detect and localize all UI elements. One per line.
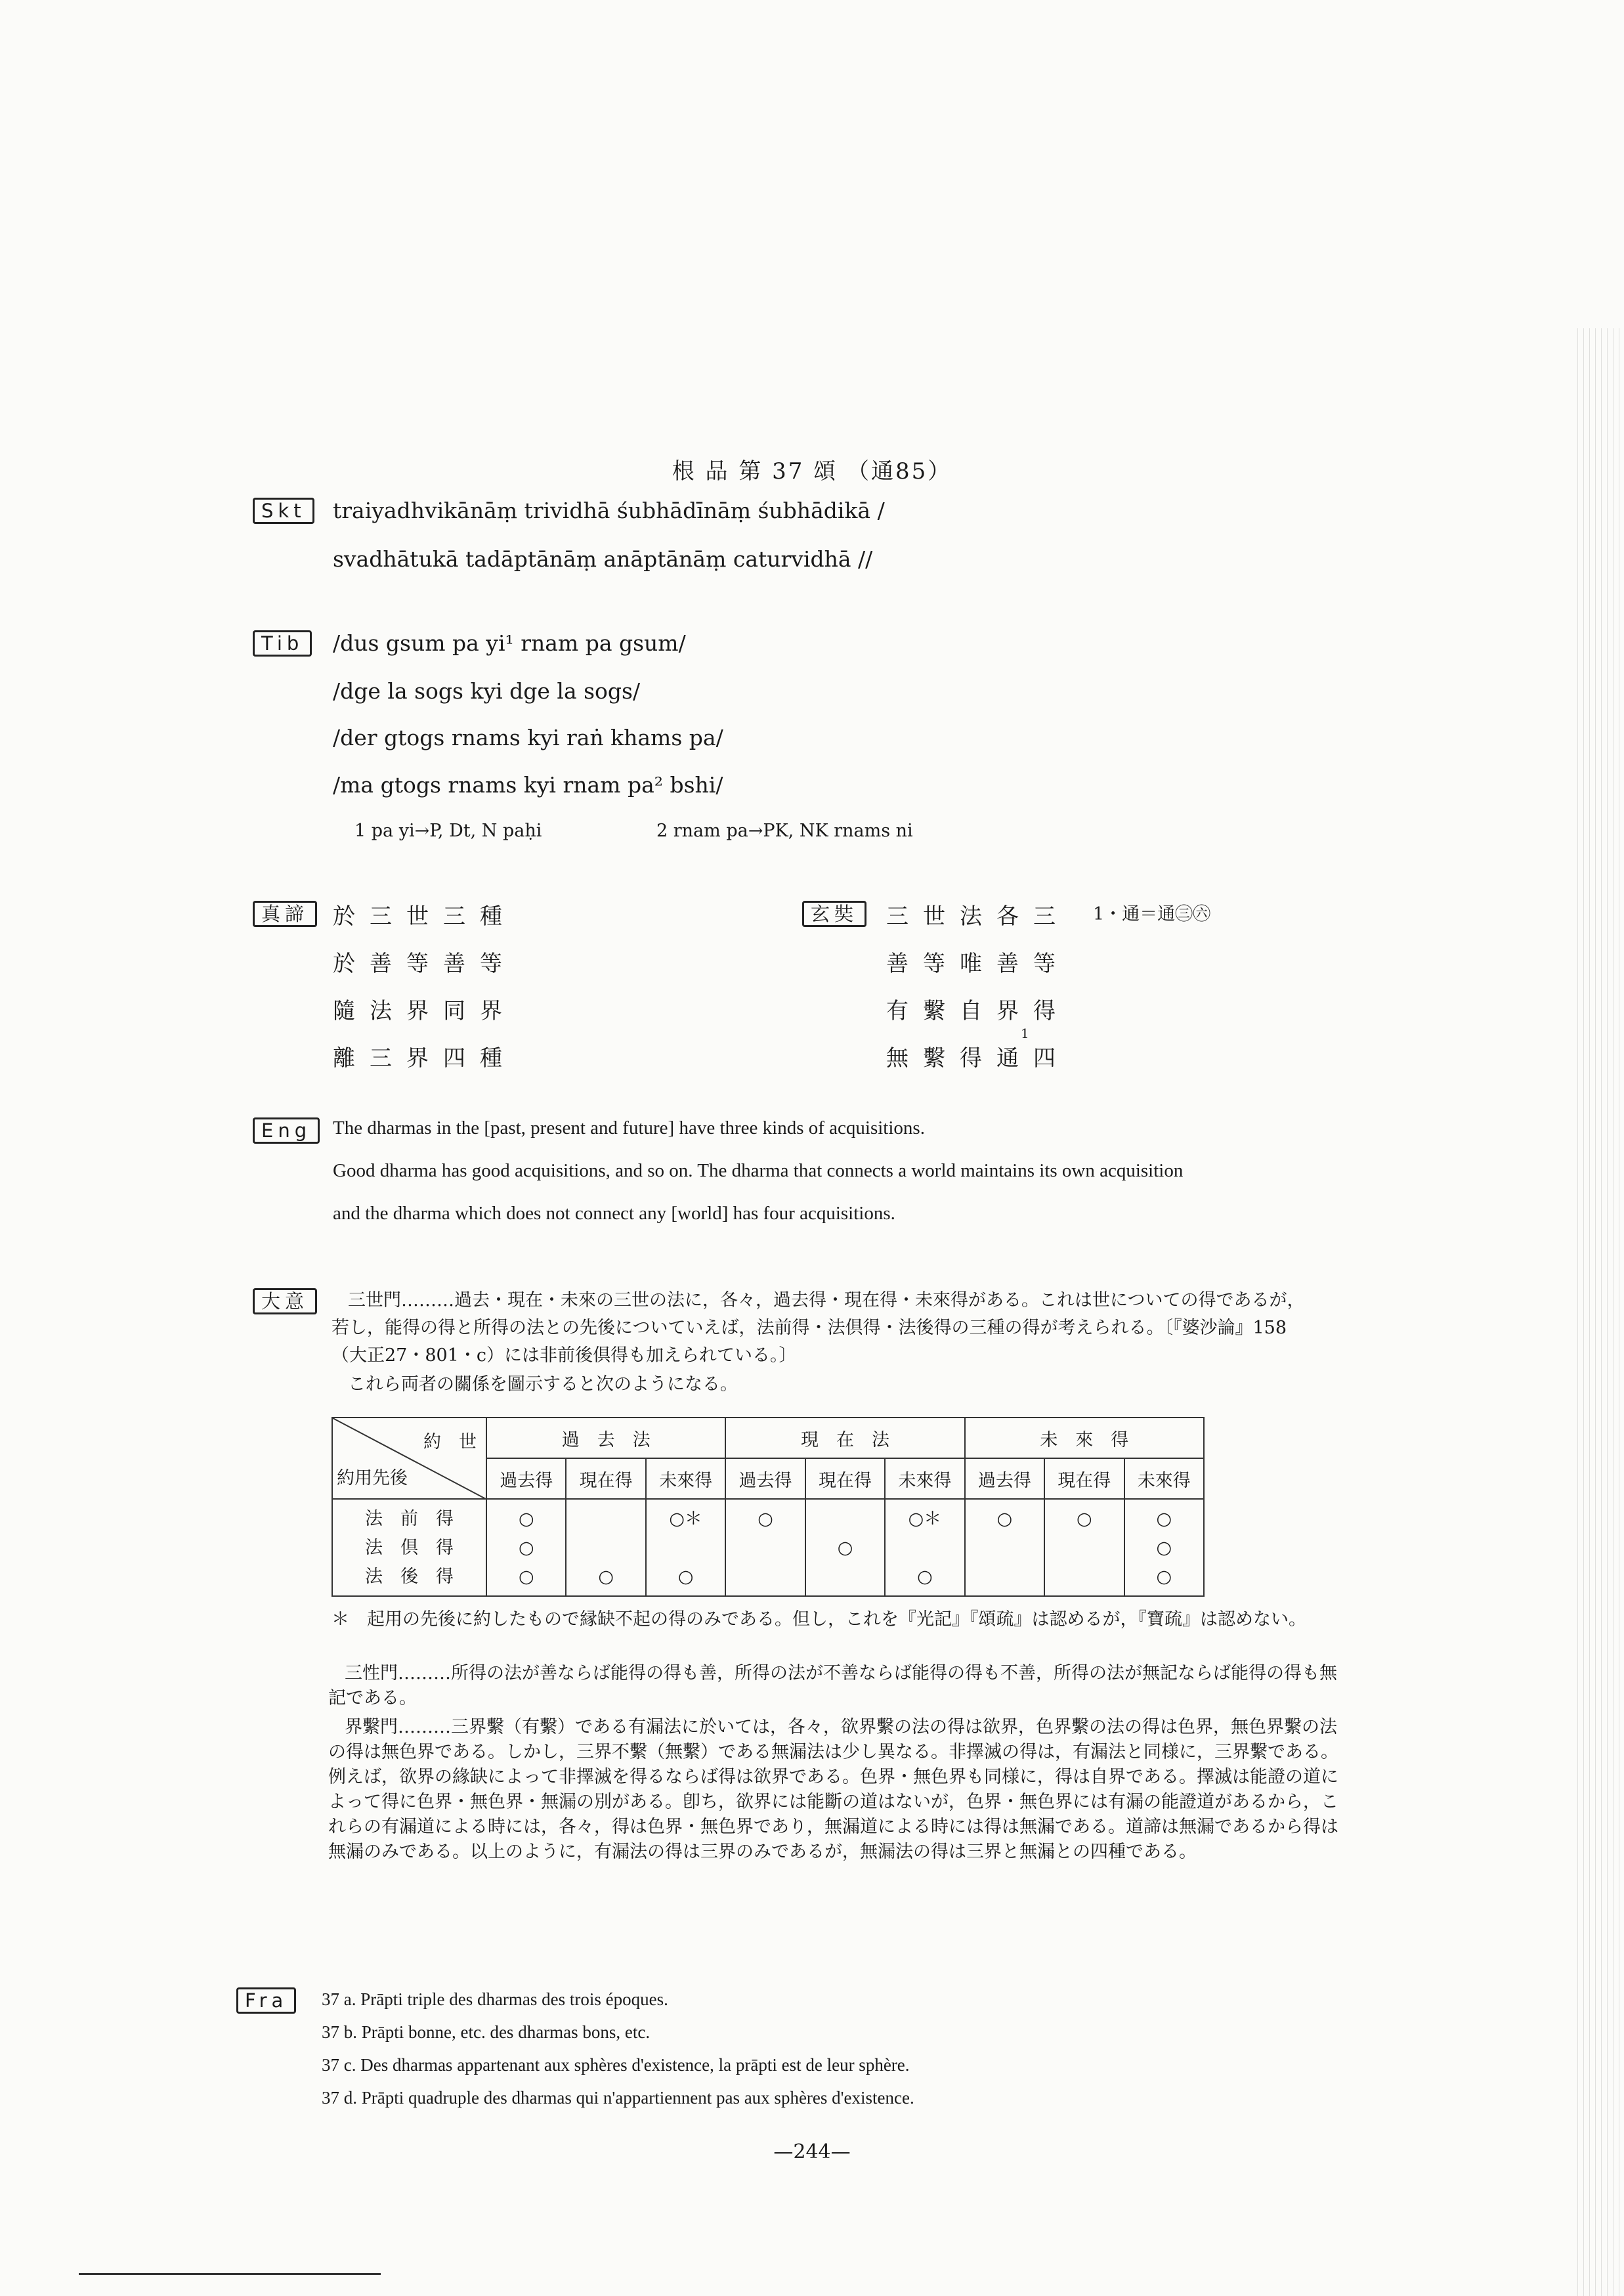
tib-line-4: /ma gtogs rnams kyi rnam pa² bshi/ bbox=[333, 772, 723, 798]
fra-line-4 bbox=[322, 2088, 914, 2108]
summary-paragraph-3: 界繫門………三界繫（有繫）である有漏法に於いては，各々，欲界繫の法の得は欲界，色界繫の法の得は色界，無色界繫の法の得は無色界である。しかし，三界不繫（無繫）である無漏法は少し異なる。非擇滅の得は，有漏法と同様に，三界繫である。例えば，欲界の緣缺によって非擇滅を得るならば得は欲界である。色界・無色界も同様に，得は自界である。擇滅は能證の道によって得に色界・無色界・無漏の別がある。卽ち，欲界には能斷の道はないが，色界・無色界には有漏の能證道があるから，これらの有漏道による時には，各々，得は色界・無色界であり，無漏道による時には得は無漏である。道諦は無漏であるから得は無漏のみである。以上のように，有漏法の得は三界のみであるが，無漏法の得は三界と無漏との四種である。 bbox=[328, 1717, 1338, 1862]
table-cell-col bbox=[805, 1499, 885, 1596]
table-cell bbox=[1045, 1534, 1123, 1563]
summary-tag: 大意 bbox=[253, 1288, 317, 1314]
table-cell: ○ bbox=[598, 1567, 614, 1587]
fra-line-3 bbox=[322, 2055, 910, 2075]
paramartha-line-1: 於三世三種 bbox=[333, 903, 517, 930]
skt-tag: Skt bbox=[253, 498, 314, 524]
table-cell bbox=[566, 1534, 645, 1563]
paramartha-line-2: 於善等善等 bbox=[333, 951, 517, 977]
subheader: 未來得 bbox=[885, 1458, 964, 1499]
subheader: 現在得 bbox=[805, 1458, 885, 1499]
summary-paragraph-2: 三性門………所得の法が善ならば能得の得も善，所得の法が不善ならば能得の得も不善，所得の法が無記ならば能得の得も無記である。 bbox=[328, 1663, 1337, 1708]
table-cell bbox=[726, 1563, 804, 1592]
table-cell-col bbox=[486, 1499, 566, 1596]
eng-line-1: The dharmas in the [past, present and future] have three kinds of acquisitions. bbox=[333, 1117, 925, 1138]
table-cell bbox=[726, 1534, 804, 1563]
table-cell: ○ bbox=[996, 1509, 1013, 1529]
table-cell: ○ bbox=[518, 1509, 534, 1529]
tib-tag: Tib bbox=[253, 630, 312, 657]
skt-line-2: svadhātukā tadāptānāṃ anāptānāṃ caturvidhā // bbox=[333, 546, 873, 572]
xuanzang-line-1: 三世法各三 bbox=[886, 903, 1070, 930]
table-cell bbox=[806, 1563, 884, 1592]
corner-top-label: 約 世 bbox=[423, 1432, 477, 1452]
table-cell: ○ bbox=[1156, 1509, 1172, 1529]
fra-num: 37 d. bbox=[322, 2088, 357, 2108]
table-cell: ○ bbox=[1156, 1567, 1172, 1587]
fra-line-1 bbox=[322, 1989, 668, 2010]
xuanzang-superscript: 1 bbox=[1021, 1026, 1029, 1041]
group-header: 未 來 得 bbox=[965, 1418, 1204, 1458]
table-cell: ○ bbox=[518, 1538, 534, 1558]
table-cell bbox=[886, 1534, 964, 1563]
eng-line-2: Good dharma has good acquisitions, and so on. The dharma that connects a world maintains its own acquisition bbox=[333, 1160, 1184, 1181]
fra-text: Prāpti triple des dharmas des trois époques. bbox=[360, 1989, 668, 2009]
tib-line-3: /der gtogs rnams kyi raṅ khams pa/ bbox=[333, 725, 723, 750]
fra-num: 37 a. bbox=[322, 1989, 356, 2009]
bottom-rule bbox=[79, 2273, 381, 2275]
tib-line-1: /dus gsum pa yi¹ rnam pa gsum/ bbox=[333, 630, 686, 656]
xuanzang-line-4: 無繫得通四 bbox=[886, 1045, 1070, 1072]
subheader: 現在得 bbox=[566, 1458, 645, 1499]
corner-bottom-label: 約用先後 bbox=[337, 1468, 408, 1488]
fra-num: 37 b. bbox=[322, 2022, 357, 2042]
group-header: 過 去 法 bbox=[486, 1418, 725, 1458]
eng-line-3: and the dharma which does not connect any [world] has four acquisitions. bbox=[333, 1203, 895, 1224]
relation-table bbox=[331, 1417, 1205, 1597]
table-cell: ○＊ bbox=[669, 1509, 702, 1529]
table-cell-col bbox=[566, 1499, 645, 1596]
table-cell: ○ bbox=[758, 1509, 773, 1529]
skt-line-1: traiyadhvikānāṃ trividhā śubhādīnāṃ śubhādikā / bbox=[333, 498, 885, 523]
page-title: 根 品 第 37 頌 （通85） bbox=[672, 458, 952, 485]
table-cell: ○ bbox=[677, 1567, 694, 1587]
subheader: 現在得 bbox=[1044, 1458, 1124, 1499]
table-cell: ○ bbox=[837, 1538, 853, 1558]
fra-num: 37 c. bbox=[322, 2055, 356, 2075]
table-cell-col bbox=[965, 1499, 1044, 1596]
table-corner bbox=[332, 1418, 486, 1499]
table-cell: ○ bbox=[917, 1567, 933, 1587]
table-cell bbox=[966, 1563, 1044, 1592]
fra-text: Prāpti quadruple des dharmas qui n'appartiennent pas aux sphères d'existence. bbox=[361, 2088, 914, 2108]
table-cell-col bbox=[885, 1499, 964, 1596]
summary-line-2: 若し，能得の得と所得の法との先後についていえば，法前得・法倶得・法後得の三種の得が考えられる。〔『婆沙論』158 bbox=[331, 1318, 1287, 1338]
table-cell: ○ bbox=[518, 1567, 534, 1587]
table-cell: ○ bbox=[1156, 1538, 1172, 1558]
subheader: 過去得 bbox=[486, 1458, 566, 1499]
table-cell bbox=[566, 1505, 645, 1534]
row-label: 法 前 得 bbox=[365, 1509, 454, 1529]
table-note: ＊ 起用の先後に約したもので縁缺不起の得のみである。但し，これを『光記』『頌疏』は認めるが，『寶疏』は認めない。 bbox=[331, 1609, 1306, 1630]
subheader: 過去得 bbox=[725, 1458, 805, 1499]
xuanzang-line-3: 有繫自界得 bbox=[886, 998, 1070, 1024]
fra-line-2 bbox=[322, 2022, 650, 2043]
subheader: 未來得 bbox=[1124, 1458, 1205, 1499]
table-cell bbox=[966, 1534, 1044, 1563]
page-number: —244— bbox=[773, 2140, 851, 2163]
scan-edge-shadow bbox=[1575, 328, 1624, 2296]
table-cell-col bbox=[1124, 1499, 1205, 1596]
tib-line-2: /dge la sogs kyi dge la sogs/ bbox=[333, 678, 641, 704]
table-cell bbox=[1045, 1563, 1123, 1592]
xuanzang-tag: 玄奘 bbox=[802, 901, 866, 927]
summary-line-3: （大正27・801・c）には非前後倶得も加えられている。〕 bbox=[331, 1345, 797, 1366]
paramartha-line-4: 離三界四種 bbox=[333, 1045, 517, 1072]
group-header: 現 在 法 bbox=[725, 1418, 964, 1458]
subheader: 未來得 bbox=[646, 1458, 725, 1499]
table-cell-col bbox=[725, 1499, 805, 1596]
summary-line-1: 三世門………過去・現在・未來の三世の法に，各々，過去得・現在得・未來得がある。これは世についての得であるが， bbox=[348, 1290, 1305, 1310]
table-cell-col bbox=[646, 1499, 725, 1596]
table-cell: ○ bbox=[1077, 1509, 1092, 1529]
row-label: 法 倶 得 bbox=[365, 1538, 454, 1558]
tib-footnote-1: 1 pa yi→P, Dt, N paḥi bbox=[354, 821, 542, 841]
table-cell: ○＊ bbox=[908, 1509, 942, 1529]
xuanzang-line-2: 善等唯善等 bbox=[886, 951, 1070, 977]
row-label: 法 後 得 bbox=[365, 1567, 454, 1587]
table-cell bbox=[647, 1534, 725, 1563]
row-labels bbox=[332, 1499, 486, 1596]
fra-tag: Fra bbox=[236, 1987, 296, 2014]
fra-text: Prāpti bonne, etc. des dharmas bons, etc. bbox=[361, 2022, 651, 2042]
table-cell-col bbox=[1044, 1499, 1124, 1596]
subheader: 過去得 bbox=[965, 1458, 1044, 1499]
xuanzang-note: 1・通＝通㊂㊅ bbox=[1093, 904, 1211, 924]
summary-line-4: これら両者の關係を圖示すると次のようになる。 bbox=[348, 1374, 738, 1395]
tib-footnote-2: 2 rnam pa→PK, NK rnams ni bbox=[656, 821, 913, 841]
eng-tag: Eng bbox=[253, 1117, 320, 1144]
fra-text: Des dharmas appartenant aux sphères d'existence, la prāpti est de leur sphère. bbox=[360, 2055, 910, 2075]
paramartha-tag: 真諦 bbox=[253, 901, 317, 927]
table-cell bbox=[806, 1505, 884, 1534]
paramartha-line-3: 隨法界同界 bbox=[333, 998, 517, 1024]
